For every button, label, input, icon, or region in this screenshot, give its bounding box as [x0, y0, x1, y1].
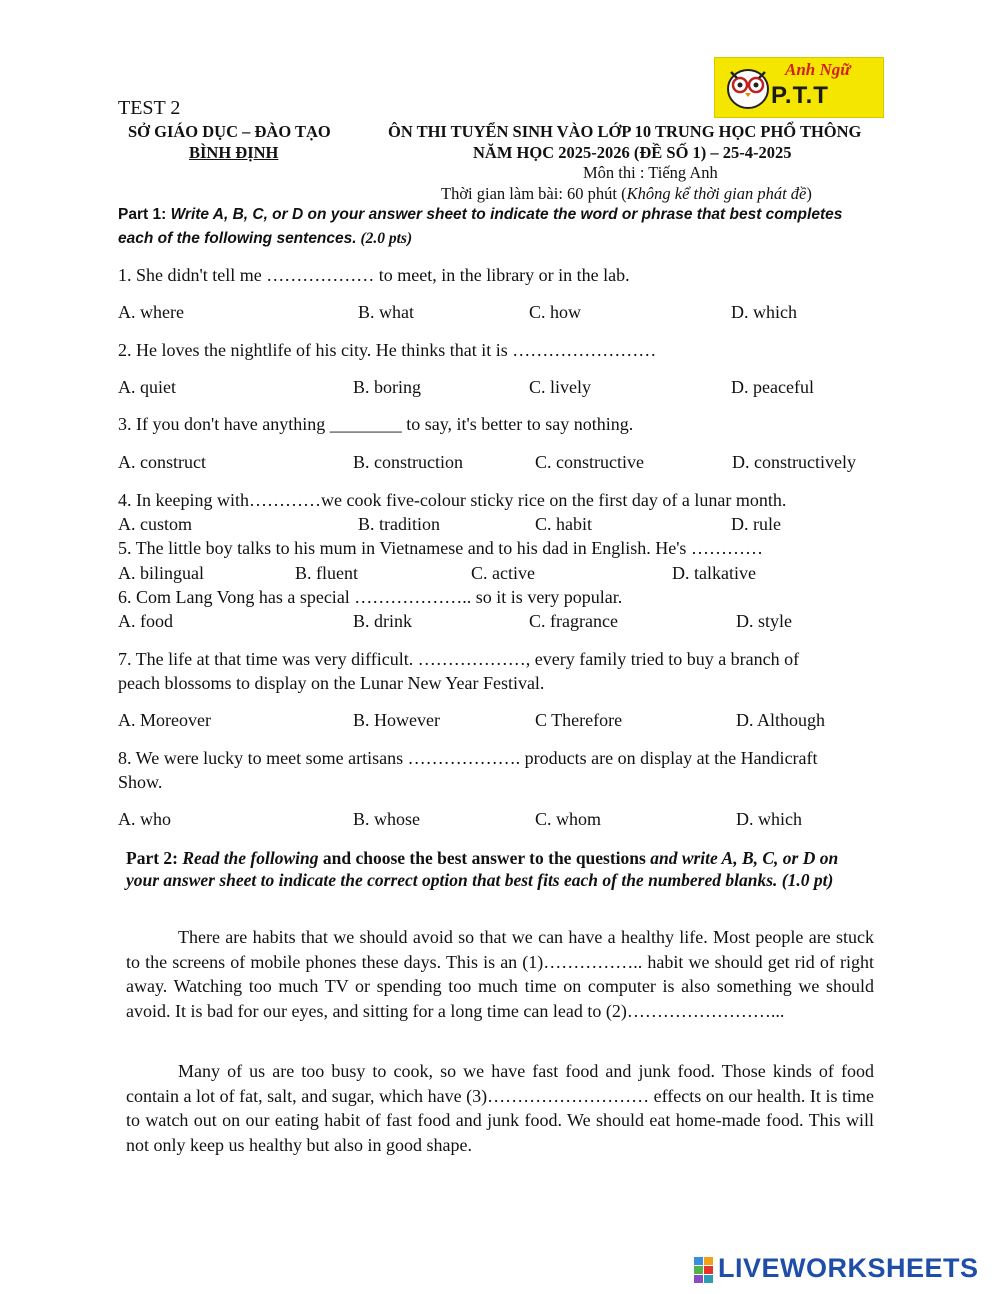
part1-heading: Part 1: Write A, B, C, or D on your answer sheet to indicate the word or phrase that best completes: [118, 206, 843, 223]
question-5: 5. The little boy talks to his mum in Vietnamese and to his dad in English. He's …………: [118, 538, 763, 558]
passage-paragraph-1: There are habits that we should avoid so that we can have a healthy life. Most people are stuck to the screens of mobile phones these days. This is an (1)…………….. habit we should get rid of right away. Watching too much TV or spending too much time on computer is also something we should avoid. It is bad for our eyes, and sitting for a long time can lead to (2)……………………...: [126, 927, 874, 1021]
option-d[interactable]: D. constructively: [732, 452, 856, 472]
option-b[interactable]: B. construction: [353, 452, 463, 472]
question-2: 2. He loves the nightlife of his city. He thinks that it is ……………………: [118, 340, 657, 360]
option-a[interactable]: A. quiet: [118, 377, 176, 397]
test-label: TEST 2: [118, 97, 181, 119]
option-b[interactable]: B. boring: [353, 377, 422, 397]
option-d[interactable]: D. talkative: [672, 563, 756, 583]
option-b[interactable]: B. tradition: [358, 514, 440, 534]
question-7: 7. The life at that time was very difficult. ………………, every family tried to buy a branch of: [118, 649, 800, 669]
option-b[interactable]: B. drink: [353, 611, 413, 631]
question-8-line2: Show.: [118, 772, 163, 792]
question-7-line2: peach blossoms to display on the Lunar New Year Festival.: [118, 673, 545, 693]
liveworksheets-icon: [694, 1257, 714, 1283]
question-1: 1. She didn't tell me ……………… to meet, in the library or in the lab.: [118, 265, 630, 285]
option-c[interactable]: C Therefore: [535, 710, 623, 730]
option-c[interactable]: C. how: [529, 302, 582, 322]
option-b[interactable]: B. fluent: [295, 563, 358, 583]
question-4: 4. In keeping with…………we cook five-colour sticky rice on the first day of a lunar month.: [118, 490, 787, 510]
option-a[interactable]: A. construct: [118, 452, 206, 472]
question-3: 3. If you don't have anything ________ to say, it's better to say nothing.: [118, 414, 634, 434]
option-d[interactable]: D. rule: [731, 514, 781, 534]
option-a[interactable]: A. Moreover: [118, 710, 211, 730]
liveworksheets-logo: [694, 1253, 994, 1287]
passage-paragraph-2: Many of us are too busy to cook, so we have fast food and junk food. Those kinds of food contain a lot of fat, salt, and sugar, which have (3)……………………… effects on our health. It is time to watch out on our eating habit of fast food and junk food. We should eat home-made food. This will not only keep us healthy but also in good shape.: [126, 1061, 874, 1155]
logo: [714, 57, 884, 118]
option-c[interactable]: C. fragrance: [529, 611, 618, 631]
option-d[interactable]: D. style: [736, 611, 792, 631]
logo-main-text: P.T.T: [771, 82, 829, 109]
question-6: 6. Com Lang Vong has a special ……………….. so it is very popular.: [118, 587, 623, 607]
option-b[interactable]: B. what: [358, 302, 414, 322]
option-c[interactable]: C. active: [471, 563, 535, 583]
option-a[interactable]: A. who: [118, 809, 171, 829]
dept-line2: BÌNH ĐỊNH: [189, 143, 279, 162]
logo-top-text: Anh Ngữ: [785, 60, 851, 79]
dept-line1: SỞ GIÁO DỤC – ĐÀO TẠO: [128, 122, 331, 141]
option-a[interactable]: A. bilingual: [118, 563, 204, 583]
option-d[interactable]: D. which: [736, 809, 802, 829]
question-8: 8. We were lucky to meet some artisans ………………. products are on display at the Handicraft: [118, 748, 818, 768]
option-d[interactable]: D. peaceful: [731, 377, 814, 397]
exam-title-line1: ÔN THI TUYỂN SINH VÀO LỚP 10 TRUNG HỌC PHỔ THÔNG: [388, 122, 862, 141]
option-b[interactable]: B. whose: [353, 809, 420, 829]
option-c[interactable]: C. lively: [529, 377, 591, 397]
option-a[interactable]: A. food: [118, 611, 173, 631]
option-c[interactable]: C. constructive: [535, 452, 644, 472]
option-a[interactable]: A. where: [118, 302, 184, 322]
part1-heading-line2: each of the following sentences. (2.0 pts): [118, 230, 413, 247]
option-a[interactable]: A. custom: [118, 514, 192, 534]
owl-icon: [725, 64, 771, 110]
option-c[interactable]: C. habit: [535, 514, 592, 534]
option-d[interactable]: D. which: [731, 302, 797, 322]
time-info: Thời gian làm bài: 60 phút (Không kể thời gian phát đề): [441, 184, 812, 203]
option-b[interactable]: B. However: [353, 710, 440, 730]
option-c[interactable]: C. whom: [535, 809, 602, 829]
exam-title-line2: NĂM HỌC 2025-2026 (ĐỀ SỐ 1) – 25-4-2025: [473, 143, 792, 162]
part2-heading: Part 2: Read the following and choose the best answer to the questions and write A, B, C, or D on your answer sheet to indicate the correct option that best fits each of the numbered blanks. (1.0 pt): [126, 848, 839, 890]
liveworksheets-brand: LIVEWORKSHEETS: [718, 1253, 979, 1283]
option-d[interactable]: D. Although: [736, 710, 826, 730]
subject: Môn thi : Tiếng Anh: [583, 163, 718, 182]
